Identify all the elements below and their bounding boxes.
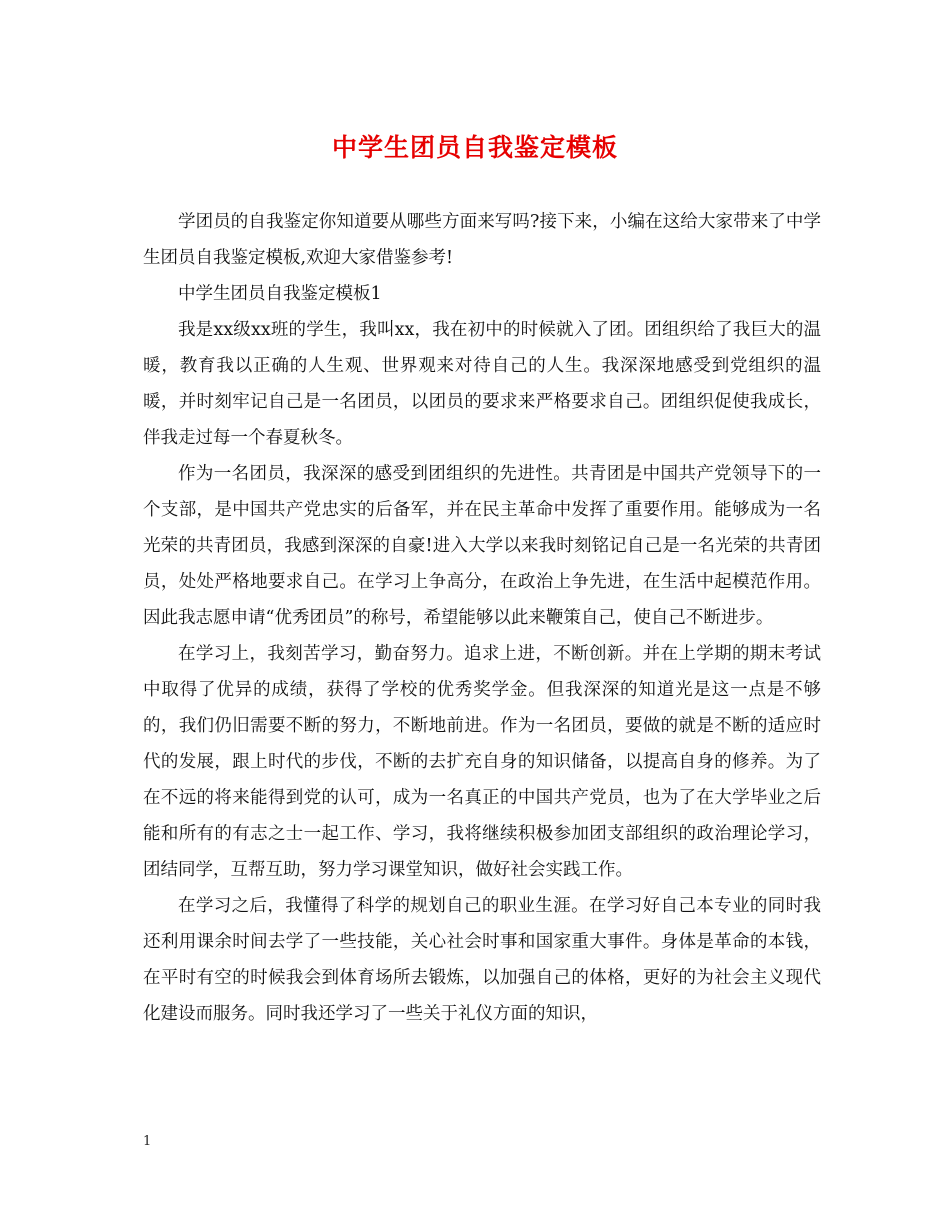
document-title: 中学生团员自我鉴定模板 bbox=[331, 133, 618, 162]
section-heading: 中学生团员自我鉴定模板1 bbox=[178, 284, 382, 304]
paragraph: 我是xx级xx班的学生，我叫xx，我在初中的时候就入了团。团组织给了我巨大的温暖，教育我以正确的人生观、世界观来对待自己的人生。我深深地感受到党组织的温暖，并时刻牢记自己是一名团员，以团员的要求来严格要求自己。团组织促使我成长，伴我走过每一个春夏秋冬。 bbox=[143, 320, 821, 448]
paragraph-intro: 学团员的自我鉴定你知道要从哪些方面来写吗?接下来，小编在这给大家带来了中学生团员自我鉴定模板,欢迎大家借鉴参考! bbox=[143, 212, 821, 268]
page-number: 1 bbox=[143, 1134, 152, 1149]
paragraph: 作为一名团员，我深深的感受到团组织的先进性。共青团是中国共产党领导下的一个支部，是中国共产党忠实的后备军，并在民主革命中发挥了重要作用。能够成为一名光荣的共青团员，我感到深深的自豪!进入大学以来我时刻铭记自己是一名光荣的共青团员，处处严格地要求自己。在学习上争高分，在政治上争先进，在生活中起模范作用。因此我志愿申请“优秀团员”的称号，希望能够以此来鞭策自己，使自己不断进步。 bbox=[143, 464, 821, 628]
paragraph: 在学习上，我刻苦学习，勤奋努力。追求上进，不断创新。并在上学期的期末考试中取得了优异的成绩，获得了学校的优秀奖学金。但我深深的知道光是这一点是不够的，我们仍旧需要不断的努力，不断地前进。作为一名团员，要做的就是不断的适应时代的发展，跟上时代的步伐，不断的去扩充自身的知识储备，以提高自身的修养。为了在不远的将来能得到党的认可，成为一名真正的中国共产党员，也为了在大学毕业之后能和所有的有志之士一起工作、学习，我将继续积极参加团支部组织的政治理论学习，团结同学，互帮互助，努力学习课堂知识，做好社会实践工作。 bbox=[143, 644, 821, 880]
paragraph: 在学习之后，我懂得了科学的规划自己的职业生涯。在学习好自己本专业的同时我还利用课余时间去学了一些技能，关心社会时事和国家重大事件。身体是革命的本钱，在平时有空的时候我会到体育场所去锻炼，以加强自己的体格，更好的为社会主义现代化建设而服务。同时我还学习了一些关于礼仪方面的知识， bbox=[143, 896, 821, 1024]
document-body bbox=[143, 204, 821, 1032]
